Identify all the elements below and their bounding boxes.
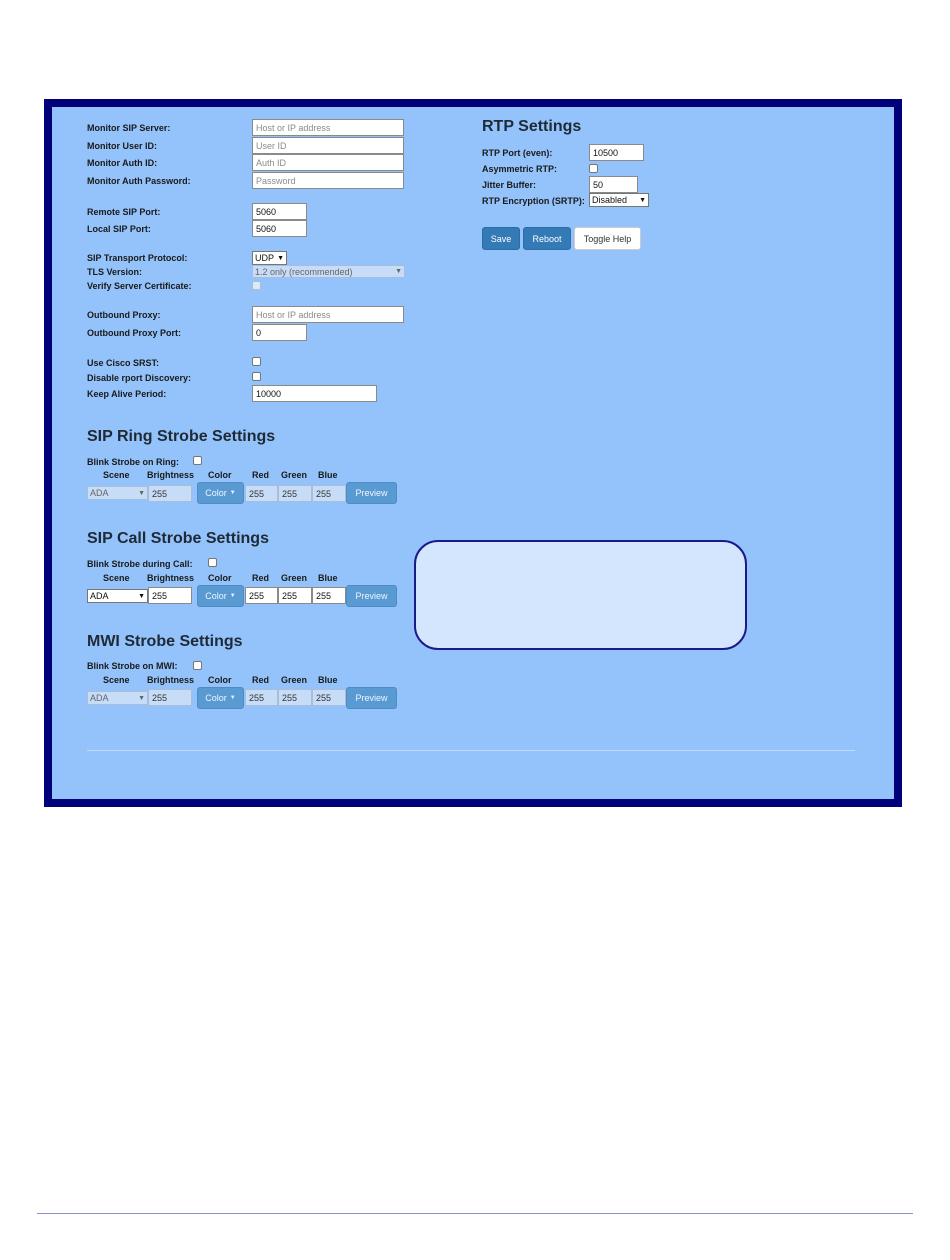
toggle-help-button[interactable]: Toggle Help (574, 227, 641, 250)
mwi-col-green: Green (281, 675, 308, 685)
call-scene-value: ADA (90, 591, 109, 601)
cisco-srst-label: Use Cisco SRST: (87, 358, 160, 368)
ring-scene-select[interactable] (87, 486, 148, 500)
mwi-scene-value: ADA (90, 693, 109, 703)
call-col-scene: Scene (103, 573, 130, 583)
mwi-color-label: Color (205, 693, 227, 703)
ring-color-label: Color (205, 488, 227, 498)
save-button[interactable]: Save (482, 227, 520, 250)
caret-down-icon: ▼ (229, 490, 236, 496)
outbound-proxy-port-input[interactable] (252, 324, 307, 341)
call-col-color: Color (208, 573, 232, 583)
rtp-port-label: RTP Port (even): (482, 148, 553, 158)
monitor-user-id-label: Monitor User ID: (87, 141, 158, 151)
monitor-auth-password-input[interactable] (252, 172, 404, 189)
mwi-col-brightness: Brightness (147, 675, 195, 685)
mwi-brightness-input[interactable] (148, 689, 192, 706)
ring-blink-checkbox[interactable] (193, 456, 202, 465)
jitter-buffer-label: Jitter Buffer: (482, 180, 537, 190)
call-col-blue: Blue (318, 573, 338, 583)
monitor-user-id-input[interactable] (252, 137, 404, 154)
caret-down-icon: ▼ (229, 695, 236, 701)
call-scene-select[interactable] (87, 589, 148, 603)
ring-col-scene: Scene (103, 470, 130, 480)
remote-sip-port-input[interactable] (252, 203, 307, 220)
keep-alive-input[interactable] (252, 385, 377, 402)
ring-scene-value: ADA (90, 488, 109, 498)
call-strobe-title: SIP Call Strobe Settings (87, 530, 269, 547)
monitor-auth-password-label: Monitor Auth Password: (87, 176, 191, 186)
tls-version-value: 1.2 only (recommended) (255, 266, 353, 277)
rtp-encryption-select[interactable] (589, 193, 649, 207)
jitter-buffer-input[interactable] (589, 176, 638, 193)
ring-brightness-input[interactable] (148, 485, 192, 502)
mwi-green-input[interactable] (278, 689, 312, 706)
sip-transport-label: SIP Transport Protocol: (87, 253, 188, 263)
mwi-scene-select[interactable] (87, 691, 148, 705)
chevron-down-icon: ▼ (277, 254, 284, 262)
asymmetric-rtp-checkbox[interactable] (589, 164, 598, 173)
keep-alive-label: Keep Alive Period: (87, 389, 167, 399)
mwi-col-blue: Blue (318, 675, 338, 685)
outbound-proxy-input[interactable] (252, 306, 404, 323)
call-red-input[interactable] (245, 587, 278, 604)
mwi-preview-button[interactable]: Preview (346, 687, 397, 709)
call-color-label: Color (205, 591, 227, 601)
page-footer-rule (37, 1213, 913, 1214)
mwi-red-input[interactable] (245, 689, 278, 706)
rport-discovery-label: Disable rport Discovery: (87, 373, 192, 383)
call-blink-checkbox[interactable] (208, 558, 217, 567)
tls-version-label: TLS Version: (87, 267, 143, 277)
call-blue-input[interactable] (312, 587, 346, 604)
local-sip-port-input[interactable] (252, 220, 307, 237)
mwi-blink-checkbox[interactable] (193, 661, 202, 670)
outbound-proxy-label: Outbound Proxy: (87, 310, 161, 320)
reboot-button[interactable]: Reboot (523, 227, 571, 250)
asymmetric-rtp-label: Asymmetric RTP: (482, 164, 558, 174)
cisco-srst-checkbox[interactable] (252, 357, 261, 366)
ring-preview-button[interactable]: Preview (346, 482, 397, 504)
local-sip-port-label: Local SIP Port: (87, 224, 151, 234)
mwi-col-color: Color (208, 675, 232, 685)
ring-col-color: Color (208, 470, 232, 480)
chevron-down-icon: ▼ (138, 592, 145, 600)
ring-col-green: Green (281, 470, 308, 480)
call-blink-label: Blink Strobe during Call: (87, 559, 193, 569)
rtp-port-input[interactable] (589, 144, 644, 161)
mwi-strobe-title: MWI Strobe Settings (87, 633, 243, 650)
call-brightness-input[interactable] (148, 587, 192, 604)
mwi-col-scene: Scene (103, 675, 130, 685)
verify-cert-label: Verify Server Certificate: (87, 281, 192, 291)
ring-red-input[interactable] (245, 485, 278, 502)
rtp-encryption-value: Disabled (592, 195, 628, 205)
tls-version-select[interactable] (252, 265, 405, 278)
outbound-proxy-port-label: Outbound Proxy Port: (87, 328, 181, 338)
call-col-red: Red (252, 573, 270, 583)
monitor-auth-id-label: Monitor Auth ID: (87, 158, 158, 168)
monitor-auth-id-input[interactable] (252, 154, 404, 171)
sip-transport-value: UDP (255, 253, 275, 263)
chevron-down-icon: ▼ (395, 268, 402, 275)
chevron-down-icon: ▼ (639, 196, 646, 204)
caret-down-icon: ▼ (229, 593, 236, 599)
rtp-encryption-label: RTP Encryption (SRTP): (482, 196, 585, 206)
remote-sip-port-label: Remote SIP Port: (87, 207, 161, 217)
ring-col-brightness: Brightness (147, 470, 195, 480)
panel-divider (87, 750, 855, 751)
monitor-sip-server-label: Monitor SIP Server: (87, 123, 171, 133)
ring-blue-input[interactable] (312, 485, 346, 502)
ring-green-input[interactable] (278, 485, 312, 502)
rtp-settings-title: RTP Settings (482, 118, 582, 135)
ring-blink-label: Blink Strobe on Ring: (87, 457, 179, 467)
mwi-blink-label: Blink Strobe on MWI: (87, 661, 178, 671)
ring-strobe-title: SIP Ring Strobe Settings (87, 428, 276, 445)
call-preview-button[interactable]: Preview (346, 585, 397, 607)
call-green-input[interactable] (278, 587, 312, 604)
call-col-brightness: Brightness (147, 573, 195, 583)
monitor-sip-server-input[interactable] (252, 119, 404, 136)
chevron-down-icon: ▼ (138, 489, 145, 497)
callout-box (414, 540, 747, 650)
chevron-down-icon: ▼ (138, 694, 145, 702)
mwi-blue-input[interactable] (312, 689, 346, 706)
ring-color-button[interactable] (197, 482, 244, 504)
sip-transport-select[interactable] (252, 251, 287, 265)
verify-cert-checkbox[interactable] (252, 281, 261, 290)
mwi-color-button[interactable] (197, 687, 244, 709)
call-color-button[interactable] (197, 585, 244, 607)
mwi-col-red: Red (252, 675, 270, 685)
rport-discovery-checkbox[interactable] (252, 372, 261, 381)
call-col-green: Green (281, 573, 308, 583)
ring-col-blue: Blue (318, 470, 338, 480)
ring-col-red: Red (252, 470, 270, 480)
